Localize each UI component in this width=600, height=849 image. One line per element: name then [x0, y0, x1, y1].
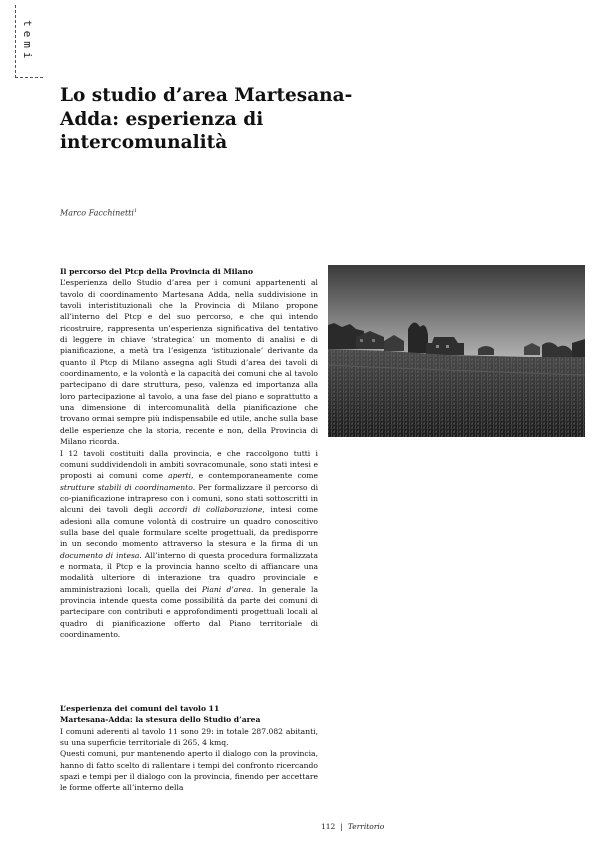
footer-separator: | [340, 822, 343, 831]
article-title: Lo studio d’area Martesana-Adda: esperienza di intercomunalità [60, 85, 353, 153]
author-line [60, 208, 137, 218]
author-name: Marco Facchinetti [60, 208, 134, 218]
section-2-paragraph-1: I comuni aderenti al tavolo 11 sono 29: in totale 287.082 abitanti, su una superficie territoriale di 265, 4 kmq. [60, 726, 318, 748]
section-tag: temi [21, 20, 34, 63]
body-column-section-1 [60, 266, 318, 640]
landscape-photo [328, 265, 585, 437]
section-2-paragraph-2: Questi comuni, pur mantenendo aperto il dialogo con la provincia, hanno di fatto scelto di rallentare i tempi del confronto ricercando spazi e tempi per il dialogo con la provincia, finendo per accettare le forme offerte all’interno della [60, 749, 318, 793]
author-footnote-mark: 1 [133, 208, 138, 214]
section-2-heading: L’esperienza dei comuni del tavolo 11 Martesana-Adda: la stesura dello Studio d’area [60, 704, 261, 725]
section-1-heading: Il percorso del Ptcp della Provincia di Milano [60, 267, 254, 276]
section-1-paragraph-2: I 12 tavoli costituiti dalla provincia, e che raccolgono tutti i comuni suddividendoli in ambiti sovracomunale, sono stati intesi e proposti ai comuni come aperti, e contemporaneamente come strutture stabili di coordinamento. Per formalizzare il percorso di co-pianificazione intrapreso con i comuni, sono stati sottoscritti in alcuni dei tavoli degli accordi di collaborazione, intesi come adesioni alla comune volontà di costruire un quadro conoscitivo sulla base del quale formulare scelte progettuali, da predisporre in un secondo momento attraverso la stesura e la firma di un documento di intesa. All’interno di questa procedura formalizzata e normata, il Ptcp e la provincia hanno scelto di affiancare una modalità ulteriore di interazione tra quadro provinciale e amministrazioni locali, quella dei Piani d’area. In generale la provincia intende questa come possibilità da parte dei comuni di partecipare con contributi e approfondimenti progettuali locali al quadro di pianificazione offerto dal Piano territoriale di coordinamento. [60, 448, 319, 639]
page-number: 112 [321, 822, 336, 831]
magazine-name: Territorio [347, 822, 385, 831]
page-footer [321, 822, 384, 831]
section-1-paragraph-1: L’esperienza dello Studio d’area per i comuni appartenenti al tavolo di coordinamento Martesana Adda, nella suddivisione in tavoli interistituzionali che la Provincia di Milano propone all’interno del Ptcp e del suo percorso, e che qui intendo ricostruire, rappresenta un’esperienza significativa del tentativo di leggere in chiave ‘strategica’ un momento di analisi e di pianificazione, a metà tra l’esigenza ‘istituzionale’ derivante da quanto il Ptcp di Milano assegna agli Studi d’area dei tavoli di coordinamento, e la volontà e la capacità dei comuni che al tavolo partecipano di dare struttura, peso, valenza ed importanza alla loro partecipazione al tavolo, a una fase del piano e soprattutto a una dimensione di intercomunalità della pianificazione che trovano ormai sempre più indispensabile ed utile, anche sulla base delle esperienze che la storia, recente e non, della Provincia di Milano ricorda. [60, 278, 318, 447]
body-column-section-2 [60, 703, 318, 794]
